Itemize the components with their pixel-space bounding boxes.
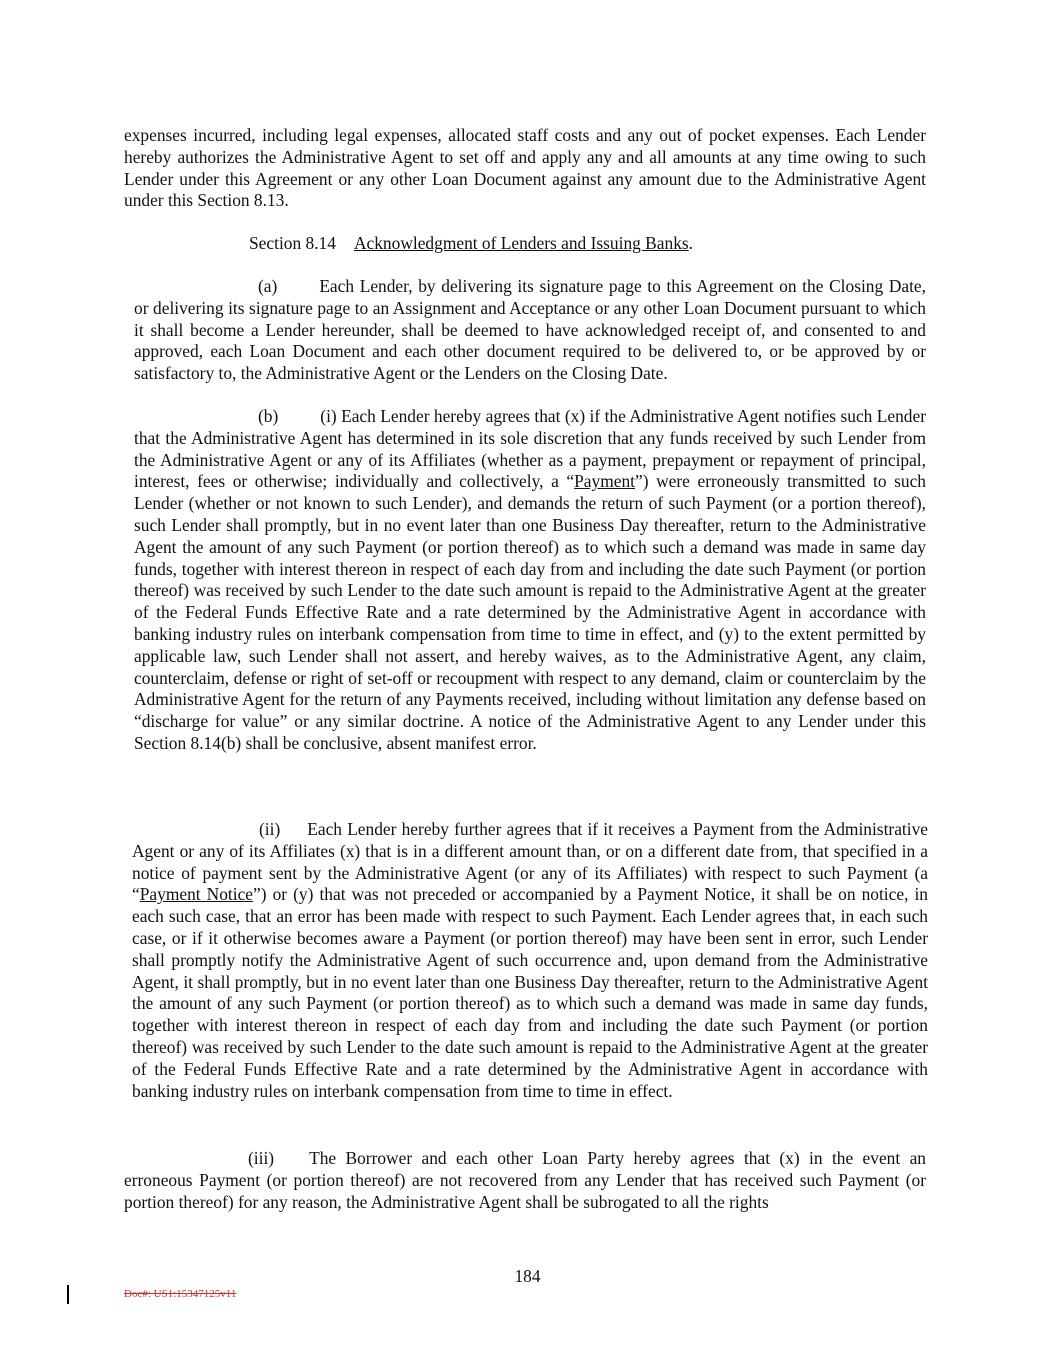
payment-defined-term: Payment (574, 471, 635, 492)
intro-text: expenses incurred, including legal expenses, allocated staff costs and any out of pocket expenses. Each Lender hereby authorizes the Administrative Agent to set off and apply any and all amounts at any time owing to such Lender under this Agreement or any other Loan Document against any amount due to the Administrative Agent under this Section 8.13. (124, 125, 926, 211)
paragraph-a-text: Each Lender, by delivering its signature page to this Agreement on the Closing Date, or delivering its signature page to an Assignment and Acceptance or any other Loan Document pursuant to which it shall become a Lender hereunder, shall be deemed to have acknowledged receipt of, and consented to and approved, each Loan Document and each other document required to be delivered to, or be approved by or satisfactory to, the Administrative Agent or the Lenders on the Closing Date. (134, 276, 926, 384)
payment-notice-defined-term: Payment Notice (139, 884, 254, 905)
document-id: Doc#: US1:15347125v11 (124, 1288, 237, 1300)
section-title: Acknowledgment of Lenders and Issuing Banks (353, 233, 689, 253)
paragraph-b-text-2: ”) were erroneously transmitted to such Lender (whether or not known to such Lender), and demands the return of such Payment (or a portion thereof), such Lender shall promptly, but in no event later than one Business Day thereafter, return to the Administrative Agent the amount of any such Payment (or portion thereof) as to which such a demand was made in same day funds, together with interest thereon in respect of each day from and including the date such Payment (or portion thereof) was received by such Lender to the date such amount is repaid to the Administrative Agent at the greater of the Federal Funds Effective Rate and a rate determined by the Administrative Agent in accordance with banking industry rules on interbank compensation from time to time in effect, and (y) to the extent permitted by applicable law, such Lender shall not assert, and hereby waives, as to the Administrative Agent, any claim, counterclaim, defense or right of set-off or recoupment with respect to any demand, claim or counterclaim by the Administrative Agent for the return of any Payments received, including without limitation any defense based on “discharge for value” or any similar doctrine. A notice of the Administrative Agent to any Lender under this Section 8.14(b) shall be conclusive, absent manifest error. (134, 471, 926, 753)
section-title-suffix: . (688, 233, 694, 253)
paragraph-iii (124, 1148, 926, 1213)
paragraph-ii-text-1: Each Lender hereby further agrees that if it receives a Payment from the Administrative Agent or any of its Affiliates (x) that is in a different amount than, or on a different date from, that specified in a notice of payment sent by the Administrative Agent (or any of its Affiliates) with respect to such Payment (a “ (132, 819, 928, 905)
paragraph-ii-text-2: ”) or (y) that was not preceded or accompanied by a Payment Notice, it shall be on notice, in each such case, that an error has been made with respect to such Payment. Each Lender agrees that, in each such case, or if it otherwise becomes aware a Payment (or portion thereof) may have been sent in error, such Lender shall promptly notify the Administrative Agent of such occurrence and, upon demand from the Administrative Agent, it shall promptly, but in no event later than one Business Day thereafter, return to the Administrative Agent the amount of any such Payment (or portion thereof) as to which such a demand was made in same day funds, together with interest thereon in respect of each day from and including the date such Payment (or portion thereof) was received by such Lender to the date such amount is repaid to the Administrative Agent at the greater of the Federal Funds Effective Rate and a rate determined by the Administrative Agent in accordance with banking industry rules on interbank compensation from time to time in effect. (132, 884, 929, 1101)
paragraph-ii (132, 819, 928, 1102)
paragraph-b-text-1: (i) Each Lender hereby agrees that (x) if the Administrative Agent notifies such Lender that the Administrative Agent has determined in its sole discretion that any funds received by such Lender from the Administrative Agent or any of its Affiliates (whether as a payment, prepayment or repayment of principal, interest, fees or otherwise; individually and collectively, a “ (134, 406, 926, 492)
paragraph-a-label: (a) (258, 276, 278, 296)
paragraph-b (134, 406, 926, 755)
paragraph-b-label: (b) (258, 406, 279, 426)
paragraph-iii-text: The Borrower and each other Loan Party hereby agrees that (x) in the event an erroneous Payment (or portion thereof) are not recovered from any Lender that has received such Payment (or portion thereof) for any reason, the Administrative Agent shall be subrogated to all the rights (124, 1148, 926, 1212)
section-number: Section 8.14 (249, 233, 336, 253)
paragraph-iii-label: (iii) (248, 1148, 275, 1168)
revision-change-bar (67, 1285, 69, 1304)
page-number: 184 (514, 1266, 541, 1286)
intro-paragraph (124, 125, 926, 212)
paragraph-ii-label: (ii) (259, 819, 281, 839)
paragraph-a (134, 276, 926, 385)
section-heading (249, 233, 693, 255)
